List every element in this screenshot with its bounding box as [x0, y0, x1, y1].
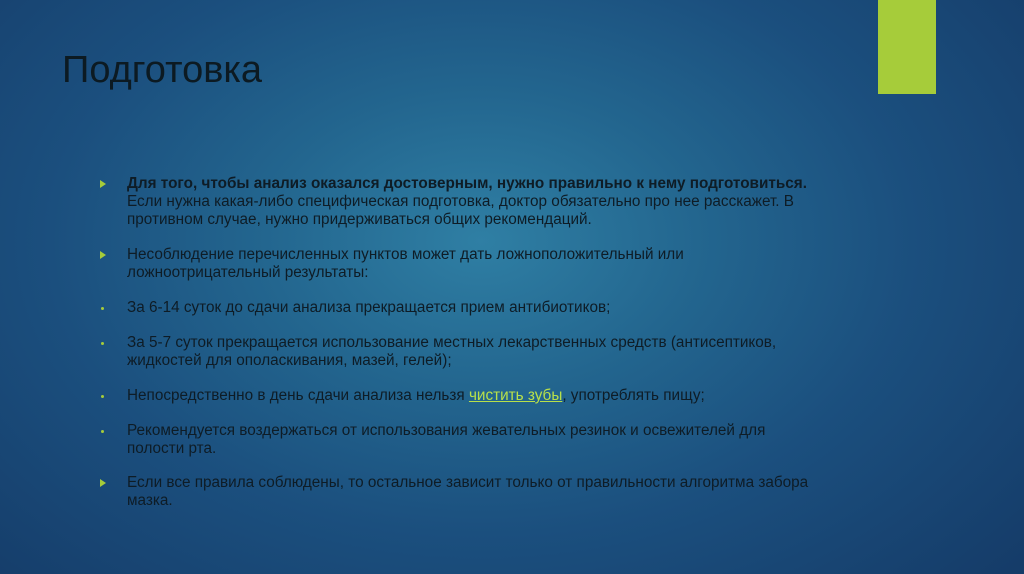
accent-bar: [878, 0, 936, 94]
item-text: Если все правила соблюдены, то остальное зависит только от правильности алгоритма забора мазка.: [127, 474, 809, 509]
item-text: Если нужна какая-либо специфическая подготовка, доктор обязательно про нее расскажет. В противном случае, нужно придерживаться общих рекомендаций.: [127, 193, 794, 228]
item-bold-text: Для того, чтобы анализ оказался достоверным, нужно правильно к нему подготовиться.: [127, 175, 807, 192]
list-item: [98, 387, 818, 405]
item-text-before: Непосредственно в день сдачи анализа нельзя: [127, 387, 469, 404]
dot-icon: [98, 387, 114, 405]
item-text: За 6-14 суток до сдачи анализа прекращается прием антибиотиков;: [127, 299, 611, 316]
brush-teeth-link[interactable]: чистить зубы: [468, 387, 563, 404]
item-text: Несоблюдение перечисленных пунктов может дать ложноположительный или ложноотрицательный результаты:: [127, 246, 684, 281]
dot-icon: [98, 299, 114, 317]
list-item: [98, 246, 818, 282]
arrow-icon: [98, 175, 114, 193]
item-text: Рекомендуется воздержаться от использования жевательных резинок и освежителей для полости рта.: [127, 422, 766, 457]
item-text-after: , употреблять пищу;: [562, 387, 705, 404]
list-item: [98, 175, 818, 229]
list-item: [98, 299, 818, 317]
arrow-icon: [98, 474, 114, 492]
list-item: [98, 422, 818, 458]
list-item: [98, 474, 818, 510]
list-item: [98, 334, 818, 370]
item-text: За 5-7 суток прекращается использование местных лекарственных средств (антисептиков, жидкостей для ополаскивания, мазей, гелей);: [127, 334, 777, 369]
dot-icon: [98, 422, 114, 440]
arrow-icon: [98, 246, 114, 264]
bullet-list: [98, 175, 818, 510]
slide-title: Подготовка: [62, 49, 263, 91]
dot-icon: [98, 334, 114, 352]
